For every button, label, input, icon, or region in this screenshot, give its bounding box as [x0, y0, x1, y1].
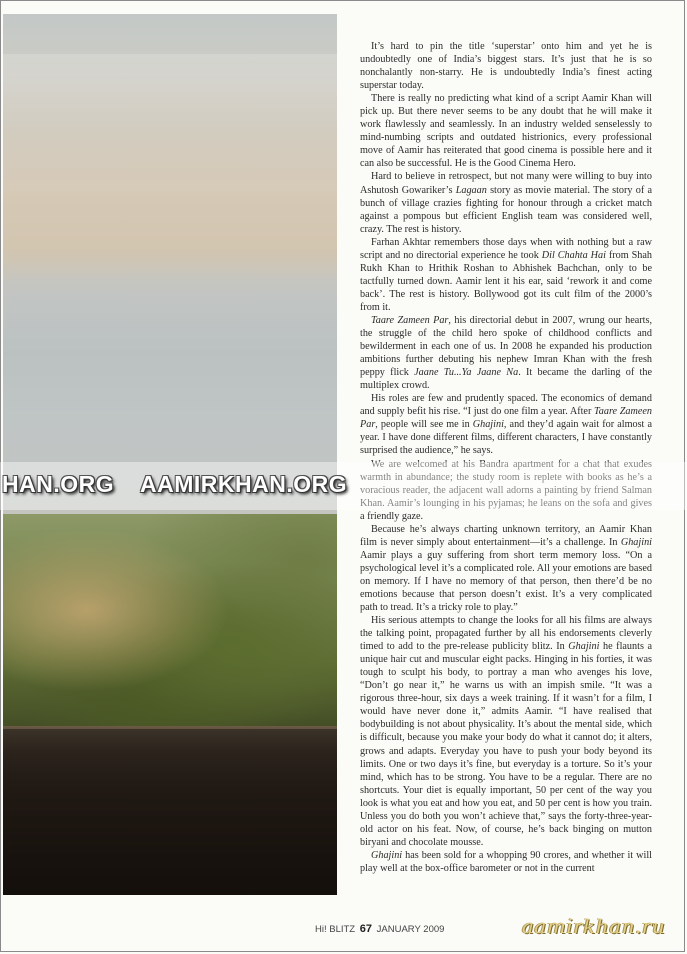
- paragraph-text: Because he’s always charting unknown territory, an Aamir Khan film is never simply about entertainment—it’s a challenge. In: [360, 523, 652, 548]
- paragraph-text: story as movie material. The story of a bunch of village crazies fighting for honour through a cricket match against a pompous but efficient English team was considered well, crazy. The rest is history.: [360, 184, 652, 235]
- paragraph-text: His roles are few and prudently spaced. The economics of demand and supply befit his rise. “I just do one film a year. After: [360, 393, 652, 418]
- wooden-ledge: [3, 729, 337, 895]
- article-paragraph: [360, 40, 652, 92]
- article-paragraph: [360, 314, 652, 392]
- paragraph-text: There is really no predicting what kind of a script Aamir Khan will pick up. But there never seems to be any doubt that he will make it work flawlessly and seamlessly. In an industry welded senselessly to mind-numbing scripts and outdated histrionics, every professional move of Aamir has reiterated that good cinema is possible here and it can also be successful. He is the Good Cinema Hero.: [360, 93, 652, 170]
- watermark-left: HAN.ORG: [2, 471, 115, 497]
- paragraph-text: It’s hard to pin the title ‘superstar’ onto him and yet he is undoubtedly one of India’s biggest stars. It’s just that he is so nonchalantly non-starry. He is undoubtedly India’s finest acting superstar today.: [360, 41, 652, 92]
- paragraph-text: We are welcomed at his Bandra apartment for a chat that exudes warmth in abundance; the study room is replete with books as he’s a voracious reader, the adjacent wall adorns a painting by friend Salman Khan. Aamir’s lounging in his pyjamas; he leans on the sofa and gives a friendly gaze.: [360, 458, 652, 522]
- paragraph-text: Aamir plays a guy suffering from short term memory loss. “On a psychological level it’s a complicated role. All your emotions are based on memory. If I have no memory of that person, then there’d be no emotions because that person doesn’t exist. It’s a very complicated path to tread. It’s a tricky role to play.”: [360, 549, 652, 614]
- watermark-right: AAMIRKHAN.ORG: [140, 471, 348, 497]
- paragraph-text: . It became the darling of the multiplex crowd.: [360, 367, 652, 392]
- paragraph-text: His serious attempts to change the looks for all his films are always the talking point, propagated further by all his endorsements cleverly timed to add to the pre-release publicity blitz. In: [360, 615, 652, 653]
- film-title: Jaane Tu...Ya Jaane Na: [414, 367, 519, 379]
- film-title: Ghajini: [620, 536, 652, 548]
- paragraph-text: , his directorial debut in 2007, wrung our hearts, the struggle of the child hero spoke of childhood conflicts and bewilderment in each one of us. In 2008 he expanded his production ambitions further debuting his nephew Imran Khan with the fresh peppy flick: [360, 314, 653, 379]
- film-title: Taare Zameen Par: [360, 406, 653, 431]
- paragraph-text: , and they’d again wait for almost a year. I have done different films, different characters, I have constantly surprised the audience,” he says.: [360, 419, 652, 457]
- film-title: Ghajini: [371, 849, 403, 861]
- film-title: Ghajini: [568, 641, 600, 653]
- site-watermark: aamirkhan.ru: [522, 914, 666, 938]
- magazine-name: Hi! BLITZ: [315, 924, 356, 935]
- article-paragraph: [360, 236, 652, 314]
- article-paragraph: [360, 92, 652, 170]
- article-paragraph: [360, 849, 652, 875]
- film-title: Dil Chahta Hai: [541, 249, 606, 261]
- paragraph-text: from Shah Rukh Khan to Hrithik Roshan to Abhishek Bachchan, only to be tactfully turned down. Aamir lent it his ear, said ‘rework it and come back’. The rest is history. Bollywood got its cult film of the 2000’s from it.: [360, 249, 652, 313]
- article-paragraph: [360, 392, 652, 457]
- film-title: Ghajini: [472, 419, 504, 431]
- film-title: Taare Zameen Par: [371, 314, 449, 326]
- article-paragraph: [360, 614, 652, 849]
- paragraph-text: Farhan Akhtar remembers those days when with nothing but a raw script and no directorial experience he took: [360, 236, 652, 261]
- page-footer: [315, 923, 444, 935]
- foliage-area: [3, 514, 337, 754]
- article-paragraph: [360, 170, 652, 235]
- paragraph-text: has been sold for a whopping 90 crores, and whether it will play well at the box-office barometer or not in the current: [360, 849, 652, 874]
- page-number: 67: [359, 923, 373, 935]
- issue-date: JANUARY 2009: [376, 924, 445, 935]
- film-title: Lagaan: [455, 184, 487, 196]
- landscape-photo: [3, 14, 337, 895]
- paragraph-text: , people will see me in: [375, 419, 473, 431]
- article-body: [360, 40, 652, 875]
- article-paragraph: [360, 523, 652, 614]
- paragraph-text: he flaunts a unique hair cut and muscular eight packs. Hinging in his forties, it was tough to sculpt his body, to portray a man who avenges his love, “Don’t go near it,” he warns us with an impish smile. “It was a rigorous three-hour, six days a week training. If it wasn’t for a film, I would have never done it,” admits Aamir. “I have realised that bodybuilding is not about physicality. It’s about the mental side, which is difficult, because you make your body do what it cannot do; it alters, grows and adapts. Everyday you have to push your body beyond its limits. One or two days it’s fine, but everyday is a torture. So it’s your mind, which has to be strong. You have to be a regular. There are no shortcuts. Your diet is equally important, 50 per cent of the way you look is what you eat and how you eat, and 50 per cent is how you train. Unless you do both you won’t achieve that,” says the forty-three-year-old actor on his feat. Now, of course, he’s back binging on mutton biryani and chocolate mousse.: [360, 641, 652, 848]
- paragraph-text: Hard to believe in retrospect, but not many were willing to buy into Ashutosh Gowariker’s: [360, 171, 652, 196]
